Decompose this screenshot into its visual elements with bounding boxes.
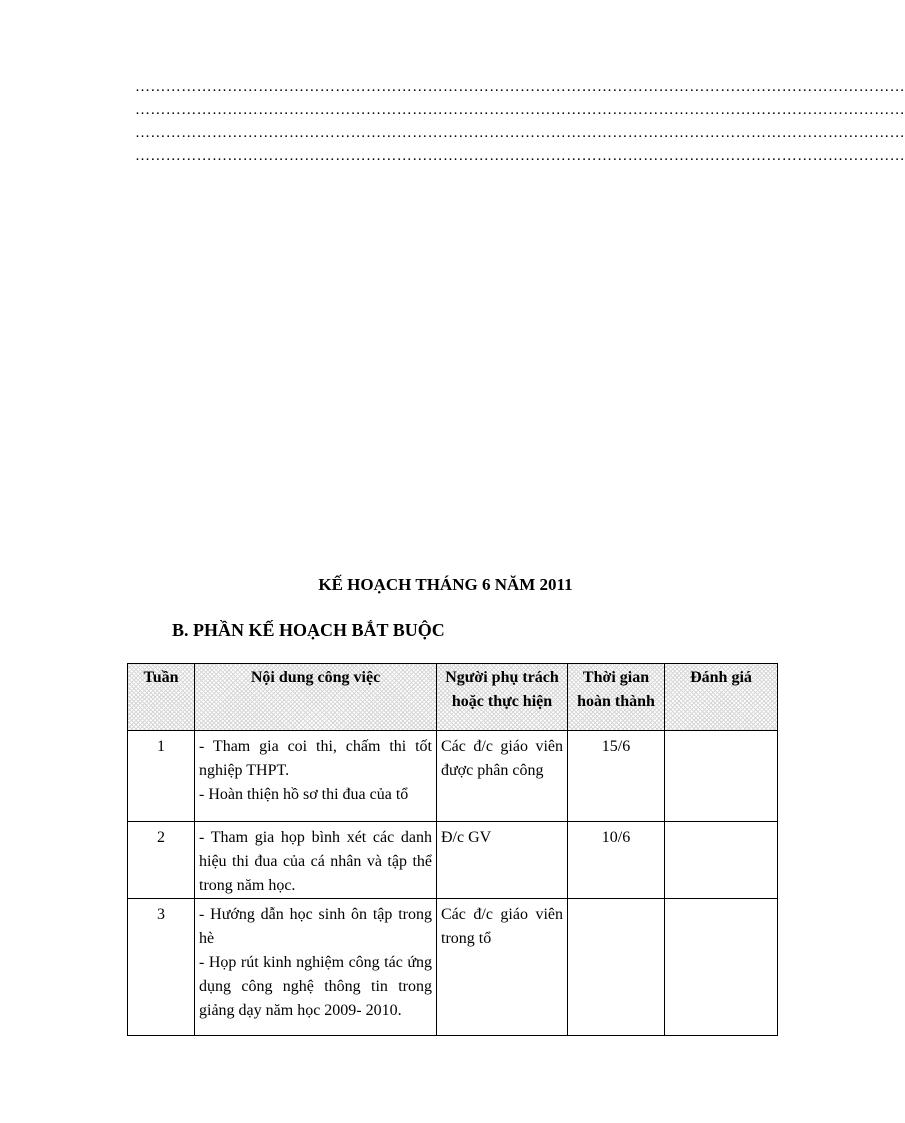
task-item: - Hoàn thiện hồ sơ thi đua của tổ bbox=[199, 786, 409, 803]
week-cell: 1 bbox=[128, 731, 195, 822]
plan-table bbox=[127, 663, 778, 1036]
header-evaluation: Đánh giá bbox=[665, 664, 778, 731]
table-row bbox=[128, 899, 778, 1036]
tasks-cell bbox=[195, 731, 437, 822]
task-item: - Tham gia họp bình xét các danh hiệu thi đua của cá nhân và tập thể trong năm học. bbox=[199, 829, 432, 894]
deadline-cell bbox=[568, 899, 665, 1036]
task-item: - Hướng dẫn học sinh ôn tập trong hè bbox=[199, 906, 432, 947]
task-item: - Tham gia coi thi, chấm thi tốt nghiệp THPT. bbox=[199, 738, 432, 779]
evaluation-cell bbox=[665, 899, 778, 1036]
person-cell: Đ/c GV bbox=[437, 822, 568, 899]
section-heading: B. PHẦN KẾ HOẠCH BẮT BUỘC bbox=[172, 620, 445, 640]
header-week: Tuần bbox=[128, 664, 195, 731]
header-person: Người phụ trách hoặc thực hiện bbox=[437, 664, 568, 731]
week-cell: 2 bbox=[128, 822, 195, 899]
dotted-line-1: …………………………………………………………………………………………………………………………………… bbox=[135, 79, 905, 95]
table-row bbox=[128, 822, 778, 899]
table-row bbox=[128, 731, 778, 822]
tasks-cell bbox=[195, 822, 437, 899]
table-header-row bbox=[128, 664, 778, 731]
evaluation-cell bbox=[665, 822, 778, 899]
dotted-line-2: …………………………………………………………………………………………………………………………………… bbox=[135, 102, 905, 118]
deadline-cell: 15/6 bbox=[568, 731, 665, 822]
header-content: Nội dung công việc bbox=[195, 664, 437, 731]
deadline-cell: 10/6 bbox=[568, 822, 665, 899]
person-cell: Các đ/c giáo viên được phân công bbox=[437, 731, 568, 822]
dotted-line-4: …………………………………………………………………………………………………………………………………… bbox=[135, 148, 905, 164]
person-cell: Các đ/c giáo viên trong tổ bbox=[437, 899, 568, 1036]
week-cell: 3 bbox=[128, 899, 195, 1036]
dotted-line-3: …………………………………………………………………………………………………………………………………… bbox=[135, 125, 905, 141]
evaluation-cell bbox=[665, 731, 778, 822]
header-deadline: Thời gian hoàn thành bbox=[568, 664, 665, 731]
plan-title: KẾ HOẠCH THÁNG 6 NĂM 2011 bbox=[318, 575, 573, 594]
task-item: - Họp rút kinh nghiệm công tác ứng dụng công nghệ thông tin trong giảng dạy năm học 2009- 2010. bbox=[199, 954, 432, 1019]
tasks-cell bbox=[195, 899, 437, 1036]
